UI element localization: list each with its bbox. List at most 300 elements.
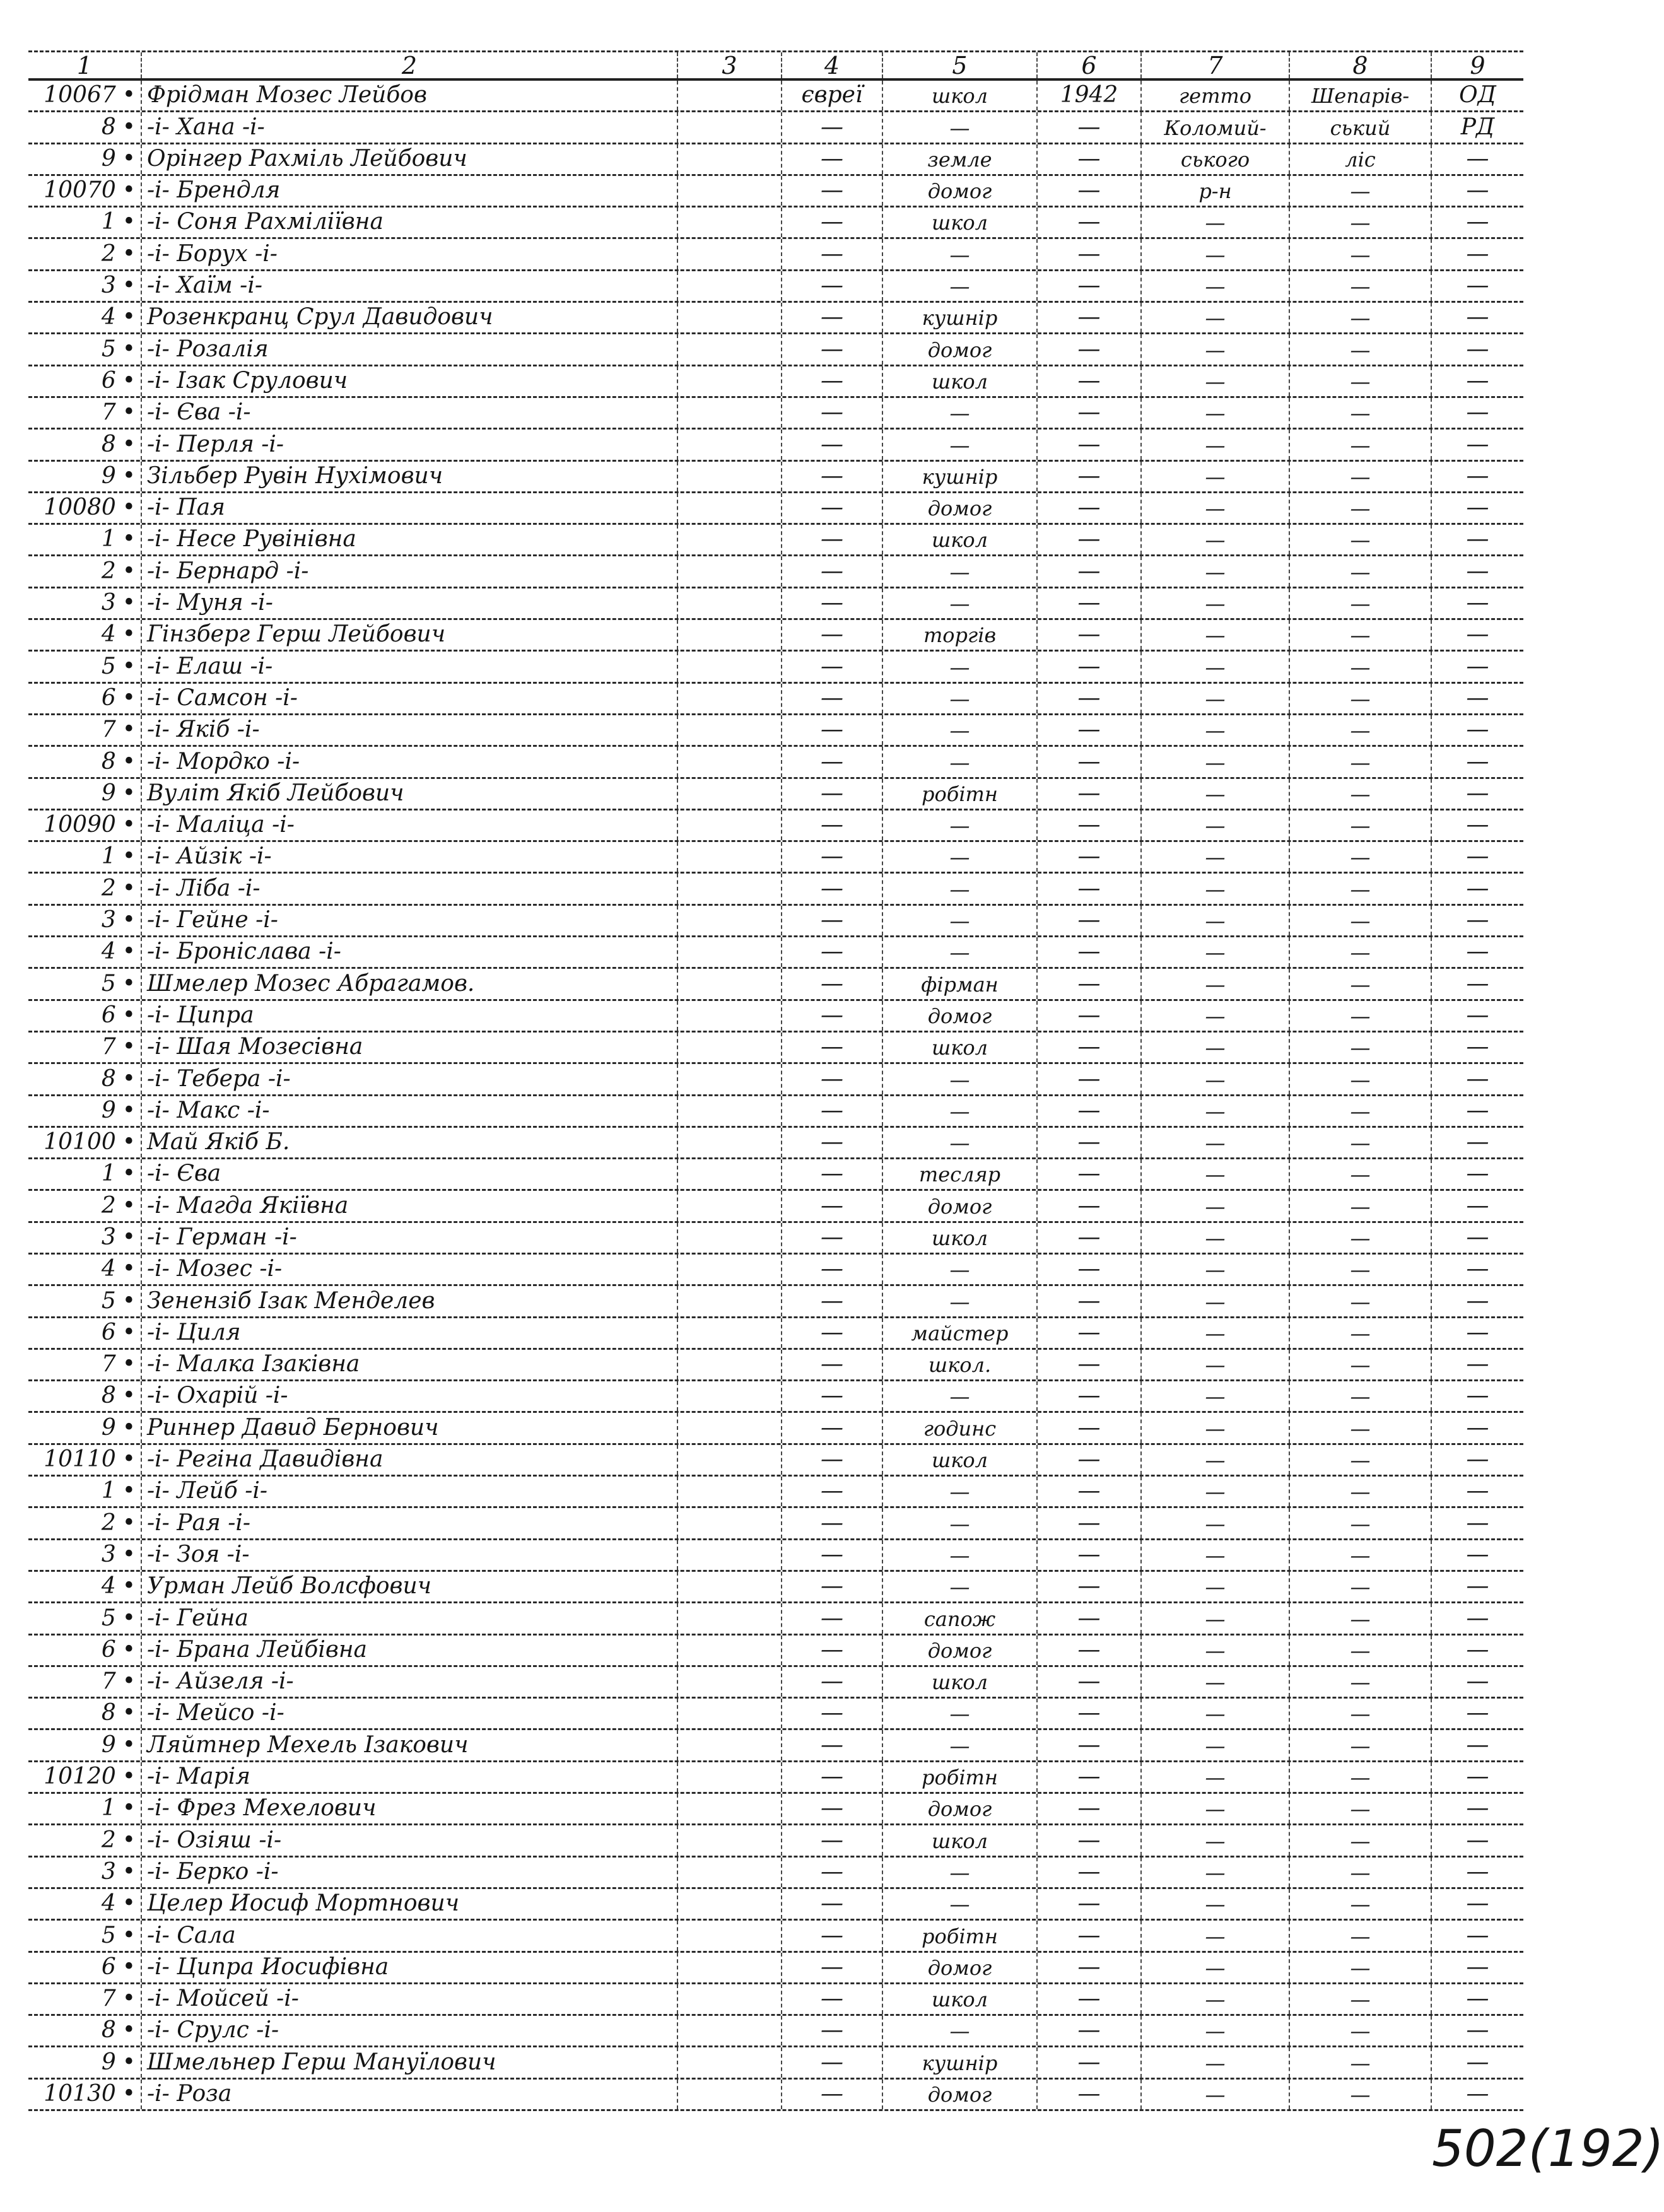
nationality-cell-text: —: [821, 399, 843, 426]
year-cell-text: —: [1077, 1351, 1101, 1378]
record-number-text: 9: [101, 1414, 116, 1441]
occupation-cell: [883, 1540, 1038, 1570]
nationality-cell: [782, 1064, 883, 1094]
place-cell: [1142, 239, 1290, 269]
person-name: [142, 1762, 678, 1792]
place-cell-text: —: [1205, 1924, 1226, 1948]
record-number: [28, 1064, 142, 1094]
nationality-cell: [782, 556, 883, 586]
occupation-cell: [883, 810, 1038, 840]
row-dot-mark: •: [122, 1573, 136, 1600]
source-cell-text: —: [1466, 209, 1489, 235]
occupation-cell-text: —: [949, 1860, 970, 1885]
person-name-text: -і- Ліба -і-: [147, 875, 261, 901]
occupation-cell-text: кушнір: [922, 306, 998, 331]
nationality-cell-text: —: [821, 1827, 843, 1853]
table-row: [28, 1921, 1523, 1952]
record-number-text: 2: [101, 240, 116, 267]
row-dot-mark: •: [122, 1605, 136, 1631]
occupation-cell: [883, 1381, 1038, 1411]
year-cell-text: —: [1077, 240, 1101, 267]
place-cell: [1142, 1445, 1290, 1475]
source-cell: [1432, 1603, 1523, 1633]
burial-place-cell-text: —: [1350, 750, 1371, 775]
year-cell: [1038, 1699, 1142, 1728]
place-cell-text: —: [1205, 496, 1226, 521]
record-number: [28, 2016, 142, 2045]
record-number: [28, 462, 142, 491]
source-cell-text: —: [1466, 780, 1489, 806]
row-dot-mark: •: [122, 1636, 136, 1663]
nationality-cell: [782, 271, 883, 301]
source-cell: [1432, 239, 1523, 269]
table-row: [28, 1984, 1523, 2016]
source-cell-text: —: [1466, 1764, 1489, 1790]
column-3-cell: [678, 588, 782, 618]
person-name: [142, 1889, 678, 1919]
burial-place-cell-text: —: [1350, 1543, 1371, 1567]
record-number-text: 8: [101, 1065, 116, 1092]
record-number: [28, 684, 142, 713]
year-cell: [1038, 398, 1142, 428]
place-cell: [1142, 652, 1290, 681]
place-cell: [1142, 334, 1290, 364]
source-cell-text: —: [1466, 1287, 1489, 1314]
year-cell: [1038, 176, 1142, 206]
table-row: [28, 525, 1523, 556]
year-cell: [1038, 239, 1142, 269]
year-cell: [1038, 303, 1142, 332]
year-cell-text: —: [1077, 970, 1101, 997]
row-dot-mark: •: [122, 1446, 136, 1473]
column-3-cell: [678, 1984, 782, 2014]
occupation-cell: [883, 1953, 1038, 1982]
year-cell-text: —: [1077, 1827, 1101, 1853]
nationality-cell-text: —: [821, 748, 843, 775]
source-cell-text: —: [1466, 1509, 1489, 1536]
burial-place-cell: [1290, 1318, 1432, 1348]
record-number: [28, 1191, 142, 1220]
burial-place-cell: [1290, 303, 1432, 332]
record-number-text: 7: [101, 1668, 116, 1695]
source-cell-text: —: [1466, 1605, 1489, 1631]
row-dot-mark: •: [122, 653, 136, 679]
column-header-2: 2: [142, 52, 678, 78]
occupation-cell-text: домог: [927, 2083, 992, 2107]
record-number-text: 2: [101, 558, 116, 584]
year-cell-text: —: [1077, 1097, 1101, 1123]
row-dot-mark: •: [122, 1731, 136, 1758]
nationality-cell-text: —: [821, 1922, 843, 1948]
row-dot-mark: •: [122, 1986, 136, 2012]
year-cell-text: —: [1077, 1002, 1101, 1028]
occupation-cell: [883, 176, 1038, 206]
source-cell-text: —: [1466, 2081, 1489, 2107]
nationality-cell: [782, 874, 883, 903]
person-name-text: Ляйтнер Мехель Ізакович: [147, 1731, 469, 1758]
record-number: [28, 874, 142, 903]
nationality-cell-text: —: [821, 1002, 843, 1028]
column-3-cell: [678, 271, 782, 301]
year-cell: [1038, 747, 1142, 776]
year-cell-text: —: [1077, 1700, 1101, 1726]
person-name-text: -і- Циля: [147, 1319, 241, 1345]
occupation-cell-text: —: [949, 940, 970, 965]
occupation-cell: [883, 1794, 1038, 1823]
burial-place-cell: [1290, 556, 1432, 586]
year-cell-text: —: [1077, 1636, 1101, 1663]
source-cell-text: —: [1466, 1256, 1489, 1282]
year-cell-text: —: [1077, 336, 1101, 362]
year-cell: [1038, 906, 1142, 935]
source-cell-text: —: [1466, 684, 1489, 711]
burial-place-cell-text: —: [1350, 1797, 1371, 1822]
occupation-cell: [883, 303, 1038, 332]
person-name-text: -і- Гейна: [147, 1605, 249, 1631]
occupation-cell: [883, 969, 1038, 998]
record-number-text: 10070: [44, 177, 116, 204]
place-cell-text: —: [1205, 1765, 1226, 1790]
nationality-cell-text: —: [821, 1890, 843, 1917]
occupation-cell-text: —: [949, 433, 970, 457]
year-cell-text: 1942: [1060, 82, 1118, 108]
occupation-cell: [883, 208, 1038, 237]
place-cell: [1142, 715, 1290, 745]
person-name-text: -і- Озіяш -і-: [147, 1827, 282, 1853]
column-3-cell: [678, 1445, 782, 1475]
table-row: [28, 303, 1523, 334]
year-cell-text: —: [1077, 1414, 1101, 1441]
table-row: [28, 271, 1523, 303]
record-number-text: 4: [101, 939, 116, 965]
row-dot-mark: •: [122, 1478, 136, 1504]
column-header-row: [28, 50, 1523, 81]
column-3-cell: [678, 556, 782, 586]
nationality-cell: [782, 1794, 883, 1823]
occupation-cell: [883, 2047, 1038, 2077]
table-row: [28, 842, 1523, 874]
nationality-cell: [782, 588, 883, 618]
burial-place-cell: [1290, 2047, 1432, 2077]
record-number: [28, 112, 142, 142]
column-3-cell: [678, 1794, 782, 1823]
burial-place-cell: [1290, 1159, 1432, 1189]
place-cell: [1142, 1033, 1290, 1062]
burial-place-cell-text: —: [1350, 1067, 1371, 1092]
record-number-text: 6: [101, 1319, 116, 1345]
nationality-cell: [782, 2016, 883, 2045]
occupation-cell: [883, 2016, 1038, 2045]
burial-place-cell: [1290, 1762, 1432, 1792]
record-number: [28, 1159, 142, 1189]
place-cell: [1142, 842, 1290, 872]
burial-place-cell-text: ліс: [1345, 147, 1376, 172]
nationality-cell: [782, 1223, 883, 1253]
year-cell-text: —: [1077, 2049, 1101, 2075]
year-cell-text: —: [1077, 1446, 1101, 1473]
occupation-cell-text: школ: [931, 1036, 988, 1060]
occupation-cell: [883, 1413, 1038, 1442]
row-dot-mark: •: [122, 1890, 136, 1917]
occupation-cell: [883, 334, 1038, 364]
person-name-text: -і- Тебера -і-: [147, 1065, 291, 1092]
person-name-text: -і- Лейб -і-: [147, 1478, 268, 1504]
year-cell: [1038, 1984, 1142, 2014]
source-cell: [1432, 493, 1523, 523]
place-cell-text: —: [1205, 337, 1226, 362]
person-name: [142, 874, 678, 903]
occupation-cell-text: домог: [927, 1004, 992, 1028]
person-name-text: -і- Ізак Срулович: [147, 367, 348, 394]
table-row: [28, 208, 1523, 239]
table-row: [28, 1128, 1523, 1159]
person-name: [142, 1350, 678, 1379]
place-cell-text: —: [1205, 1511, 1226, 1536]
record-number: [28, 1825, 142, 1855]
source-cell-text: —: [1466, 1890, 1489, 1917]
person-name: [142, 1508, 678, 1538]
person-name-text: -і- Айзеля -і-: [147, 1668, 294, 1695]
occupation-cell: [883, 1477, 1038, 1506]
place-cell-text: —: [1205, 1797, 1226, 1822]
table-row: [28, 906, 1523, 937]
source-cell: [1432, 1572, 1523, 1601]
occupation-cell: [883, 1603, 1038, 1633]
place-cell-text: —: [1205, 972, 1226, 997]
year-cell-text: —: [1077, 748, 1101, 775]
person-name: [142, 620, 678, 650]
place-cell-text: —: [1205, 2083, 1226, 2107]
source-cell: [1432, 2016, 1523, 2045]
person-name-text: -і- Розалія: [147, 336, 269, 362]
person-name: [142, 1667, 678, 1697]
source-cell-text: —: [1466, 1002, 1489, 1028]
row-dot-mark: •: [122, 462, 136, 489]
source-cell: [1432, 1477, 1523, 1506]
nationality-cell: [782, 1889, 883, 1919]
row-dot-mark: •: [122, 1065, 136, 1092]
record-number: [28, 1636, 142, 1665]
person-name: [142, 81, 678, 110]
row-dot-mark: •: [122, 780, 136, 806]
place-cell-text: —: [1205, 1321, 1226, 1345]
burial-place-cell: [1290, 1096, 1432, 1126]
nationality-cell-text: —: [821, 1795, 843, 1822]
row-dot-mark: •: [122, 1858, 136, 1885]
occupation-cell: [883, 1159, 1038, 1189]
occupation-cell: [883, 1255, 1038, 1284]
occupation-cell-text: школ: [931, 1829, 988, 1853]
burial-place-cell: [1290, 1572, 1432, 1601]
occupation-cell-text: тесляр: [918, 1162, 1001, 1187]
occupation-cell-text: —: [949, 1258, 970, 1282]
burial-place-cell-text: —: [1350, 1924, 1371, 1948]
person-name-text: -і- Мойсей -і-: [147, 1986, 299, 2012]
year-cell: [1038, 81, 1142, 110]
source-cell: [1432, 810, 1523, 840]
year-cell-text: —: [1077, 1129, 1101, 1156]
burial-place-cell-text: —: [1350, 1384, 1371, 1409]
source-cell-text: —: [1466, 304, 1489, 331]
record-number-text: 8: [101, 114, 116, 140]
occupation-cell: [883, 1445, 1038, 1475]
column-3-cell: [678, 1953, 782, 1982]
row-dot-mark: •: [122, 1827, 136, 1853]
occupation-cell-text: —: [949, 1892, 970, 1917]
record-number-text: 1: [101, 526, 116, 553]
table-row: [28, 1445, 1523, 1477]
person-name-text: Розенкранц Срул Давидович: [147, 304, 493, 331]
burial-place-cell: [1290, 1667, 1432, 1697]
nationality-cell: [782, 398, 883, 428]
occupation-cell-text: школ: [931, 528, 988, 553]
year-cell: [1038, 1477, 1142, 1506]
burial-place-cell-text: —: [1350, 1733, 1371, 1758]
person-name-text: -і- Елаш -і-: [147, 653, 273, 679]
person-name: [142, 1191, 678, 1220]
row-dot-mark: •: [122, 1002, 136, 1028]
year-cell: [1038, 208, 1142, 237]
column-3-cell: [678, 1921, 782, 1950]
place-cell-text: —: [1205, 1258, 1226, 1282]
record-number: [28, 1128, 142, 1157]
year-cell: [1038, 1825, 1142, 1855]
year-cell: [1038, 1603, 1142, 1633]
place-cell: [1142, 747, 1290, 776]
nationality-cell: [782, 1318, 883, 1348]
nationality-cell: [782, 1033, 883, 1062]
nationality-cell: [782, 2080, 883, 2109]
nationality-cell-text: —: [821, 1858, 843, 1885]
occupation-cell-text: майстер: [911, 1321, 1009, 1345]
place-cell: [1142, 1603, 1290, 1633]
row-dot-mark: •: [122, 1097, 136, 1123]
place-cell: [1142, 112, 1290, 142]
column-3-cell: [678, 906, 782, 935]
person-name: [142, 1572, 678, 1601]
person-name-text: -і- Мордко -і-: [147, 748, 300, 775]
record-number: [28, 525, 142, 554]
year-cell: [1038, 1286, 1142, 1316]
record-number-text: 4: [101, 1890, 116, 1917]
nationality-cell-text: —: [821, 621, 843, 648]
table-row: [28, 1540, 1523, 1572]
person-name: [142, 493, 678, 523]
table-row: [28, 81, 1523, 112]
burial-place-cell-text: —: [1350, 1702, 1371, 1726]
source-cell: [1432, 1636, 1523, 1665]
source-cell: [1432, 779, 1523, 809]
column-3-cell: [678, 1350, 782, 1379]
record-number-text: 1: [101, 209, 116, 235]
person-name-text: Май Якіб Б.: [147, 1129, 290, 1156]
source-cell: [1432, 334, 1523, 364]
record-number-text: 1: [101, 1161, 116, 1187]
burial-place-cell-text: —: [1350, 1670, 1371, 1695]
place-cell: [1142, 620, 1290, 650]
column-3-cell: [678, 1413, 782, 1442]
person-name: [142, 810, 678, 840]
source-cell: [1432, 969, 1523, 998]
occupation-cell: [883, 462, 1038, 491]
occupation-cell: [883, 1921, 1038, 1950]
occupation-cell: [883, 684, 1038, 713]
burial-place-cell-text: —: [1350, 718, 1371, 743]
nationality-cell-text: —: [821, 1383, 843, 1409]
nationality-cell: [782, 779, 883, 809]
burial-place-cell-text: —: [1350, 1099, 1371, 1123]
place-cell-text: —: [1205, 1829, 1226, 1853]
source-cell: [1432, 874, 1523, 903]
column-3-cell: [678, 842, 782, 872]
nationality-cell: [782, 1096, 883, 1126]
table-row: [28, 1350, 1523, 1381]
year-cell-text: —: [1077, 1065, 1101, 1092]
year-cell: [1038, 810, 1142, 840]
year-cell-text: —: [1077, 653, 1101, 679]
source-cell-text: —: [1466, 621, 1489, 648]
burial-place-cell: [1290, 1921, 1432, 1950]
occupation-cell-text: фірман: [921, 972, 999, 997]
record-number: [28, 556, 142, 586]
place-cell-text: —: [1205, 750, 1226, 775]
year-cell: [1038, 937, 1142, 967]
burial-place-cell: [1290, 715, 1432, 745]
record-number: [28, 366, 142, 396]
nationality-cell: [782, 1191, 883, 1220]
person-name-text: Гінзберг Герш Лейбович: [147, 621, 446, 648]
column-3-cell: [678, 2047, 782, 2077]
occupation-cell-text: —: [949, 814, 970, 838]
table-row: [28, 1825, 1523, 1857]
place-cell-text: —: [1205, 1892, 1226, 1917]
year-cell-text: —: [1077, 1986, 1101, 2012]
source-cell-text: —: [1466, 1383, 1489, 1409]
place-cell: [1142, 1762, 1290, 1792]
record-number-text: 7: [101, 1986, 116, 2012]
year-cell: [1038, 366, 1142, 396]
table-row: [28, 2047, 1523, 2079]
table-row: [28, 779, 1523, 810]
nationality-cell: [782, 1540, 883, 1570]
nationality-cell: [782, 1477, 883, 1506]
person-name: [142, 747, 678, 776]
occupation-cell: [883, 652, 1038, 681]
column-3-cell: [678, 398, 782, 428]
place-cell-text: —: [1205, 686, 1226, 711]
column-3-cell: [678, 1572, 782, 1601]
place-cell-text: —: [1205, 1987, 1226, 2012]
year-cell: [1038, 2080, 1142, 2109]
nationality-cell-text: —: [821, 2081, 843, 2107]
nationality-cell-text: —: [821, 1319, 843, 1345]
occupation-cell-text: кушнір: [922, 2051, 998, 2075]
year-cell-text: —: [1077, 875, 1101, 901]
person-name: [142, 208, 678, 237]
table-row: [28, 1381, 1523, 1413]
occupation-cell-text: робітн: [922, 1924, 998, 1948]
table-body: [28, 81, 1523, 2111]
burial-place-cell: [1290, 81, 1432, 110]
person-name-text: -і- Борух -і-: [147, 240, 278, 267]
column-3-cell: [678, 715, 782, 745]
column-3-cell: [678, 462, 782, 491]
source-cell: [1432, 366, 1523, 396]
burial-place-cell: [1290, 1191, 1432, 1220]
year-cell: [1038, 334, 1142, 364]
occupation-cell: [883, 1572, 1038, 1601]
source-cell-text: —: [1466, 1636, 1489, 1663]
